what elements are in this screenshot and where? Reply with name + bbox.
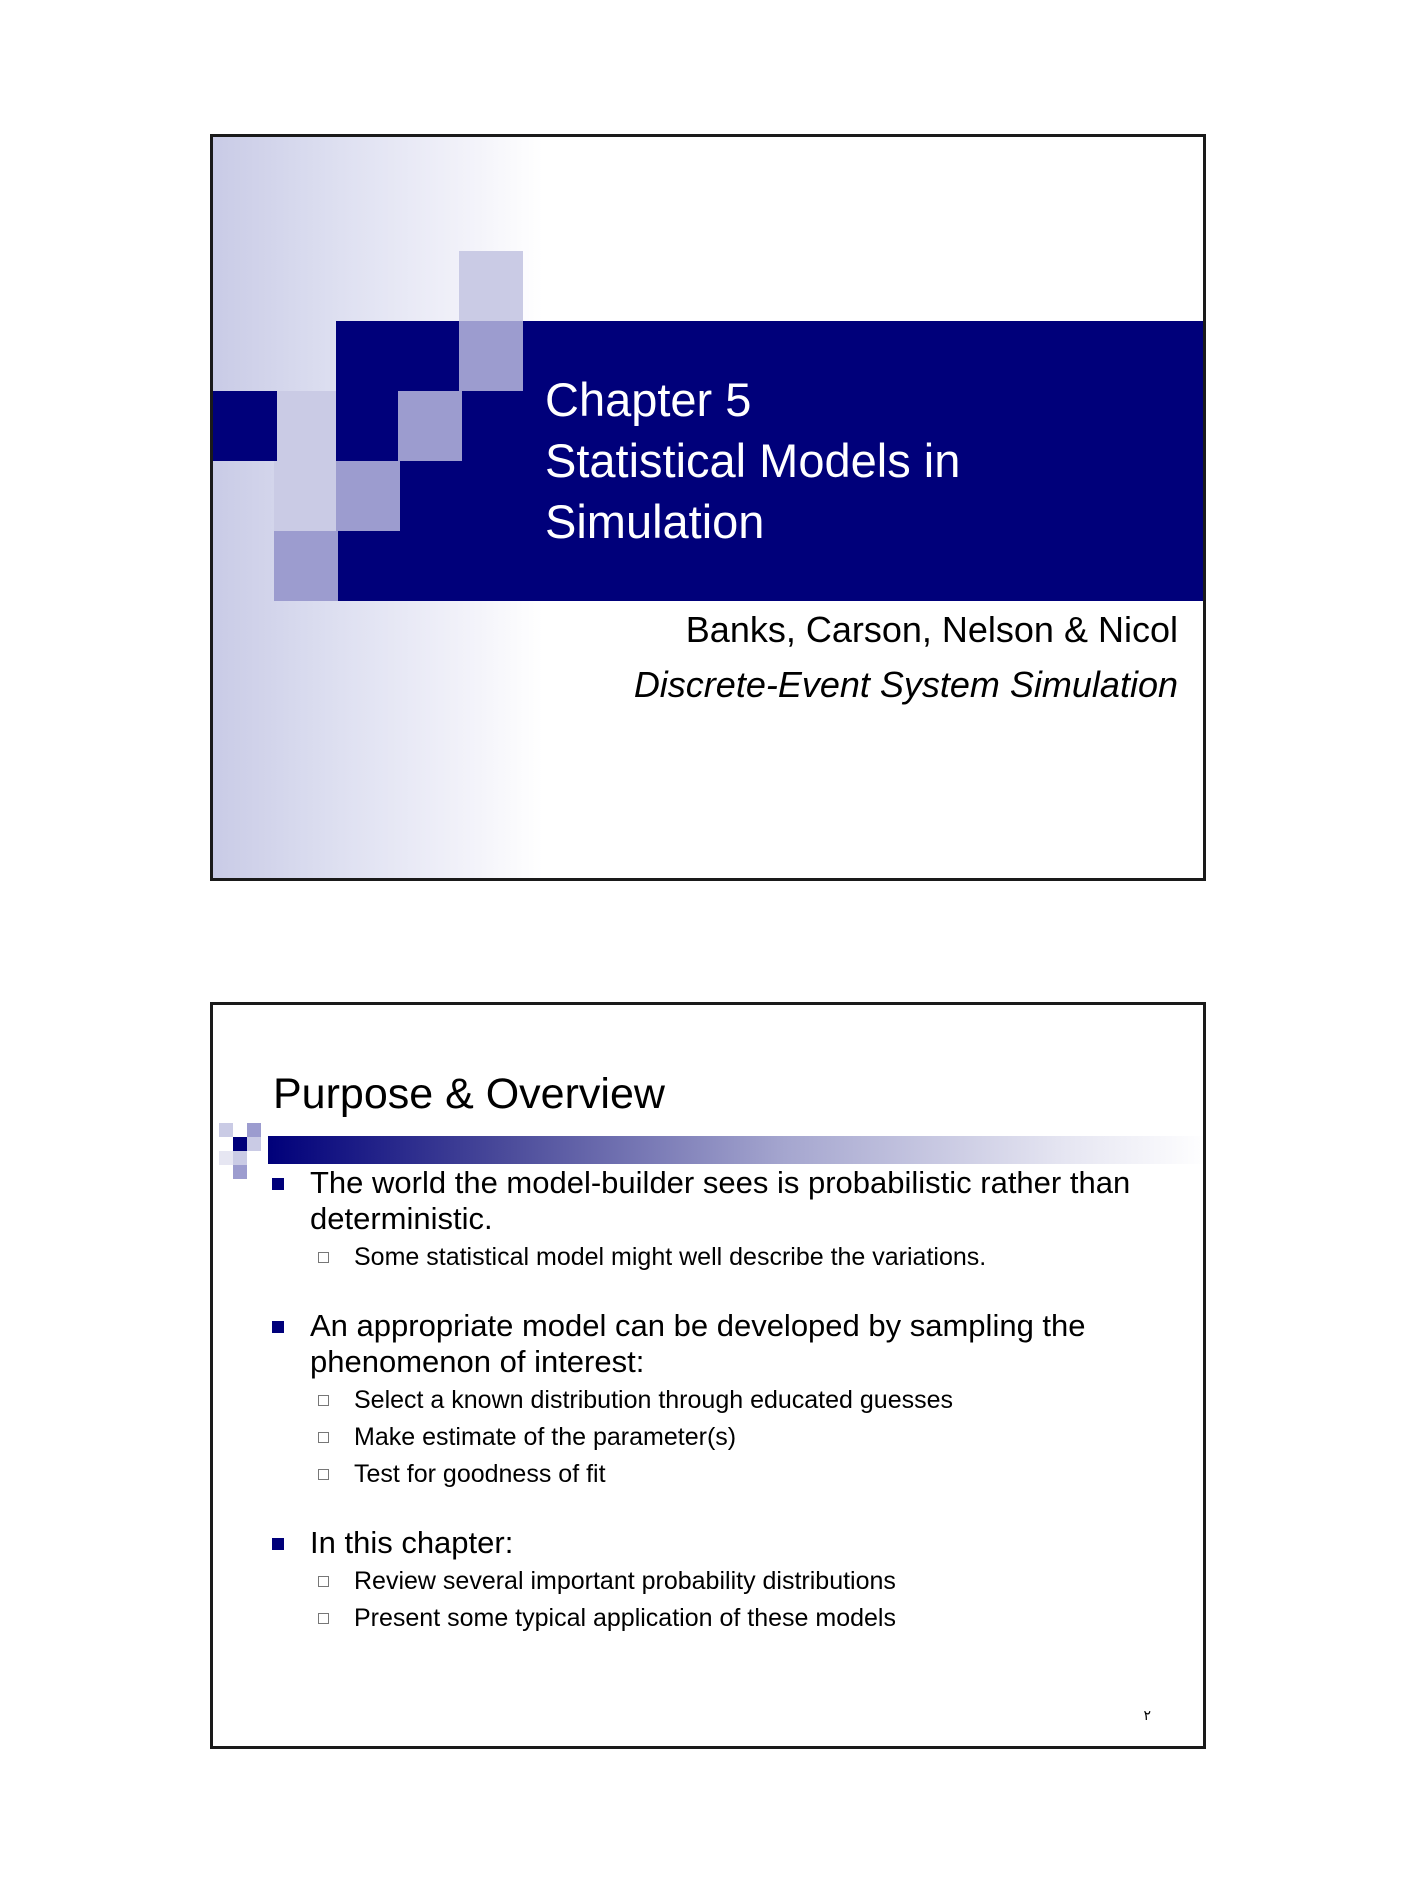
decorative-square [274,391,338,461]
hollow-square-bullet-icon [318,1613,329,1624]
bullet-text: The world the model-builder sees is probabilistic rather than deterministic. [310,1165,1131,1236]
slide-body [268,1165,1168,1637]
sub-bullet-text: Test for goodness of fit [354,1460,606,1488]
decorative-square [247,1123,261,1137]
decorative-square [274,531,338,601]
bullet-item [268,1308,1168,1380]
sub-bullet-item [268,1419,1168,1456]
sub-bullet-item [268,1563,1168,1600]
sub-bullet-item [268,1382,1168,1419]
bullet-text: An appropriate model can be developed by sampling the phenomenon of interest: [310,1308,1086,1379]
decorative-square [398,391,462,461]
hollow-square-bullet-icon [318,1432,329,1443]
page-number: ٢ [1143,1707,1151,1723]
decorative-square [233,1123,247,1137]
decorative-square [459,321,523,391]
decorative-square [274,461,338,531]
title-slide [210,134,1206,881]
hollow-square-bullet-icon [318,1252,329,1263]
sub-bullet-item [268,1600,1168,1637]
square-bullet-icon [272,1178,284,1190]
decorative-square [247,1137,261,1151]
decorative-square [219,1123,233,1137]
slide-title-line: Simulation [545,495,765,548]
hollow-square-bullet-icon [318,1469,329,1480]
slide-title-line: Chapter 5 [545,373,752,426]
authors: Banks, Carson, Nelson & Nicol [685,609,1178,650]
slide-title [545,369,1145,552]
bullet-item [268,1525,1168,1561]
slide-heading: Purpose & Overview [273,1070,665,1118]
sub-bullet-text: Some statistical model might well describe the variations. [354,1243,987,1271]
hollow-square-bullet-icon [318,1576,329,1587]
decorative-square [247,1151,261,1165]
sub-bullet-item [268,1239,1168,1276]
sub-bullet-text: Select a known distribution through educated guesses [354,1386,953,1414]
decorative-square [213,391,277,461]
square-bullet-icon [272,1538,284,1550]
decorative-square [233,1165,247,1179]
sub-bullet-text: Present some typical application of these models [354,1604,896,1632]
heading-gradient-rule [268,1136,1206,1164]
decorative-square [219,1137,233,1151]
decorative-square [233,1137,247,1151]
bullet-item [268,1165,1168,1237]
content-slide [210,1002,1206,1749]
decorative-square [233,1151,247,1165]
decorative-square [459,251,523,321]
sub-bullet-item [268,1456,1168,1493]
decorative-square [219,1151,233,1165]
hollow-square-bullet-icon [318,1395,329,1406]
slide-title-line: Statistical Models in [545,434,961,487]
square-bullet-icon [272,1321,284,1333]
book-title: Discrete-Event System Simulation [633,664,1178,705]
bullet-text: In this chapter: [310,1525,514,1560]
decorative-square [336,461,400,531]
sub-bullet-text: Make estimate of the parameter(s) [354,1423,737,1451]
sub-bullet-text: Review several important probability distributions [354,1567,896,1595]
